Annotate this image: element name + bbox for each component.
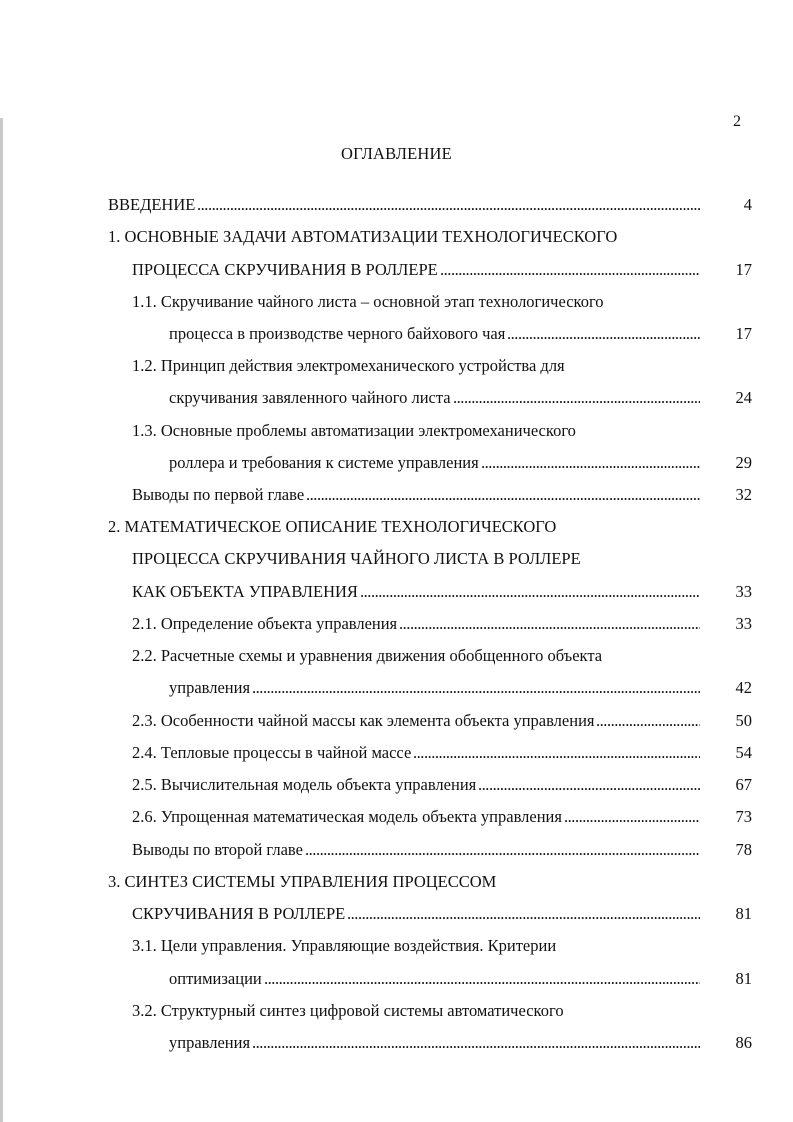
toc-leader-dots	[252, 676, 700, 700]
toc-entry-section-1-2-cont[interactable]	[0, 386, 793, 410]
toc-entry-text: 3.1. Цели управления. Управляющие воздействия. Критерии	[132, 936, 557, 955]
toc-entry-text: 1.1. Скручивание чайного листа – основной этап технологического	[132, 292, 604, 311]
toc-entry-section-2-6[interactable]	[0, 805, 793, 829]
toc-entry-conclusions-2[interactable]	[0, 838, 793, 862]
toc-entry-text: 1. ОСНОВНЫЕ ЗАДАЧИ АВТОМАТИЗАЦИИ ТЕХНОЛОГИЧЕСКОГО	[108, 227, 618, 246]
toc-entry-section-3-1-cont[interactable]	[0, 967, 793, 991]
toc-leader-dots	[596, 709, 700, 733]
toc-entry-chapter-2-cont-1[interactable]	[0, 547, 793, 571]
toc-entry-section-2-2-cont[interactable]	[0, 676, 793, 700]
toc-entry-text: процесса в производстве черного байхового чая	[169, 324, 506, 343]
toc-entry-text: управления	[169, 678, 251, 697]
toc-entry-page: 32	[735, 485, 752, 504]
toc-leader-dots	[252, 1031, 700, 1055]
toc-entry-chapter-3-cont[interactable]	[0, 902, 793, 926]
toc-entry-section-2-3[interactable]	[0, 709, 793, 733]
toc-entry-chapter-3[interactable]	[0, 870, 793, 894]
toc-leader-dots	[360, 580, 700, 604]
toc-entry-text: 3.2. Структурный синтез цифровой системы автоматического	[132, 1001, 564, 1020]
toc-entry-text: КАК ОБЪЕКТА УПРАВЛЕНИЯ	[132, 582, 358, 601]
toc-leader-dots	[347, 902, 700, 926]
toc-entry-section-1-2[interactable]	[0, 354, 793, 378]
toc-entry-text: оптимизации	[169, 969, 262, 988]
toc-entry-introduction[interactable]	[0, 193, 793, 217]
toc-entry-text: 2.1. Определение объекта управления	[132, 614, 398, 633]
toc-leader-dots	[440, 258, 700, 282]
toc-entry-section-1-1[interactable]	[0, 290, 793, 314]
toc-entry-page: 33	[735, 614, 752, 633]
page-title: ОГЛАВЛЕНИЕ	[341, 144, 452, 163]
toc-entry-conclusions-1[interactable]	[0, 483, 793, 507]
toc-entry-text: ПРОЦЕССА СКРУЧИВАНИЯ ЧАЙНОГО ЛИСТА В РОЛЛЕРЕ	[132, 549, 581, 568]
toc-entry-page: 50	[735, 711, 752, 730]
toc-leader-dots	[453, 386, 700, 410]
page-number: 2	[733, 113, 741, 130]
toc-entry-text: 2. МАТЕМАТИЧЕСКОЕ ОПИСАНИЕ ТЕХНОЛОГИЧЕСКОГО	[108, 517, 557, 536]
toc-entry-page: 54	[735, 743, 752, 762]
toc-leader-dots	[399, 612, 700, 636]
toc-entry-section-2-4[interactable]	[0, 741, 793, 765]
toc-leader-dots	[564, 805, 700, 829]
toc-entry-chapter-2[interactable]	[0, 515, 793, 539]
toc-entry-page: 24	[735, 388, 752, 407]
toc-entry-text: 1.2. Принцип действия электромеханического устройства для	[132, 356, 565, 375]
toc-leader-dots	[507, 322, 700, 346]
toc-entry-page: 29	[735, 453, 752, 472]
toc-leader-dots	[306, 483, 700, 507]
toc-leader-dots	[481, 451, 700, 475]
toc-entry-page: 33	[735, 582, 752, 601]
toc-entry-text: 3. СИНТЕЗ СИСТЕМЫ УПРАВЛЕНИЯ ПРОЦЕССОМ	[108, 872, 497, 891]
toc-entry-text: управления	[169, 1033, 251, 1052]
toc-entry-page: 42	[735, 678, 752, 697]
toc-entry-section-1-3-cont[interactable]	[0, 451, 793, 475]
toc-entry-text: Выводы по первой главе	[132, 485, 305, 504]
toc-entry-section-1-1-cont[interactable]	[0, 322, 793, 346]
toc-leader-dots	[478, 773, 700, 797]
toc-leader-dots	[264, 967, 700, 991]
toc-entry-text: Выводы по второй главе	[132, 840, 303, 859]
toc-entry-text: скручивания завяленного чайного листа	[169, 388, 451, 407]
toc-entry-text: 1.3. Основные проблемы автоматизации электромеханического	[132, 421, 576, 440]
toc-entry-section-3-2-cont[interactable]	[0, 1031, 793, 1055]
toc-entry-page: 17	[735, 324, 752, 343]
toc-entry-section-1-3[interactable]	[0, 419, 793, 443]
toc-entry-page: 78	[735, 840, 752, 859]
toc-entry-text: СКРУЧИВАНИЯ В РОЛЛЕРЕ	[132, 904, 346, 923]
toc-entry-chapter-1[interactable]	[0, 225, 793, 249]
toc-leader-dots	[305, 838, 700, 862]
toc-entry-text: 2.2. Расчетные схемы и уравнения движения обобщенного объекта	[132, 646, 603, 665]
toc-entry-page: 81	[735, 904, 752, 923]
toc-entry-section-2-1[interactable]	[0, 612, 793, 636]
toc-leader-dots	[413, 741, 700, 765]
toc-entry-text: 2.6. Упрощенная математическая модель объекта управления	[132, 807, 562, 826]
toc-entry-page: 86	[735, 1033, 752, 1052]
toc-entry-chapter-2-cont-2[interactable]	[0, 580, 793, 604]
toc-entry-chapter-1-cont[interactable]	[0, 258, 793, 282]
toc-entry-text: 2.3. Особенности чайной массы как элемента объекта управления	[132, 711, 595, 730]
toc-entry-section-2-2[interactable]	[0, 644, 793, 668]
toc-entry-text: ПРОЦЕССА СКРУЧИВАНИЯ В РОЛЛЕРЕ	[132, 260, 438, 279]
toc-entry-section-2-5[interactable]	[0, 773, 793, 797]
toc-entry-text: роллера и требования к системе управления	[169, 453, 479, 472]
toc-entry-page: 4	[743, 195, 752, 214]
toc-entry-page: 17	[735, 260, 752, 279]
toc-entry-page: 73	[735, 807, 752, 826]
toc-entry-section-3-1[interactable]	[0, 934, 793, 958]
toc-entry-text: ВВЕДЕНИЕ	[108, 195, 196, 214]
toc-entry-page: 67	[735, 775, 752, 794]
toc-leader-dots	[197, 193, 700, 217]
toc-entry-section-3-2[interactable]	[0, 999, 793, 1023]
toc-entry-text: 2.5. Вычислительная модель объекта управления	[132, 775, 477, 794]
toc-entry-text: 2.4. Тепловые процессы в чайной массе	[132, 743, 412, 762]
toc-entry-page: 81	[735, 969, 752, 988]
